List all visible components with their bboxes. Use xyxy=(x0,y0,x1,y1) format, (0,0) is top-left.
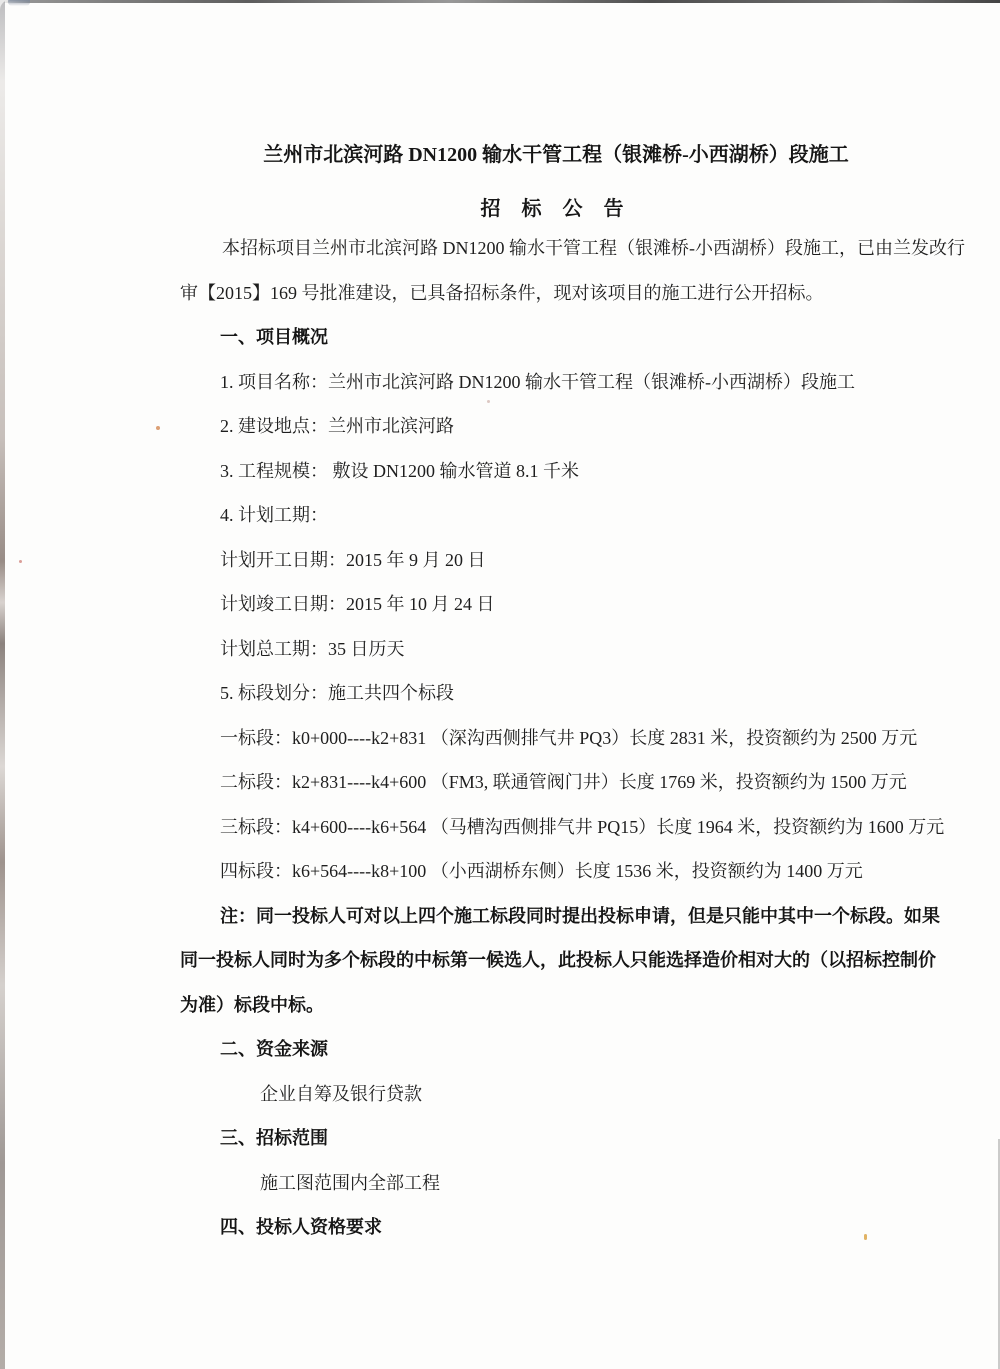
scan-left-edge xyxy=(0,0,5,1369)
tender-subtitle: 招 标 公 告 xyxy=(480,198,632,220)
bid-section-4: 四标段：k6+564----k8+100 （小西湖桥东侧）长度 1536 米，投资额约为 1400 万元 xyxy=(220,861,863,881)
scan-corner-artifact xyxy=(8,0,30,6)
section-4-heading: 四、投标人资格要求 xyxy=(220,1217,382,1237)
item-schedule: 4. 计划工期： xyxy=(220,505,328,525)
intro-paragraph-line-2: 审【2015】169 号批准建设，已具备招标条件，现对该项目的施工进行公开招标。 xyxy=(180,282,824,303)
section-1-heading: 一、项目概况 xyxy=(220,327,328,347)
bid-section-2: 二标段：k2+831----k4+600 （FM3, 联通管阀门井）长度 1769 米，投资额约为 1500 万元 xyxy=(220,772,907,792)
item-start-date: 计划开工日期：2015 年 9 月 20 日 xyxy=(220,549,486,570)
section-3-heading: 三、招标范围 xyxy=(220,1128,328,1148)
scan-top-edge xyxy=(0,0,1000,3)
funding-source: 企业自筹及银行贷款 xyxy=(260,1083,422,1104)
item-location: 2. 建设地点：兰州市北滨河路 xyxy=(220,416,454,436)
item-scale: 3. 工程规模： 敷设 DN1200 输水管道 8.1 千米 xyxy=(220,460,579,481)
tender-title: 兰州市北滨河路 DN1200 输水干管工程（银滩桥-小西湖桥）段施工 xyxy=(263,144,849,166)
item-finish-date: 计划竣工日期：2015 年 10 月 24 日 xyxy=(220,594,495,614)
note-line-1: 注：同一投标人可对以上四个施工标段同时提出投标申请，但是只能中其中一个标段。如果 xyxy=(220,905,940,926)
section-2-heading: 二、资金来源 xyxy=(220,1039,328,1059)
intro-paragraph-line-1: 本招标项目兰州市北滨河路 DN1200 输水干管工程（银滩桥-小西湖桥）段施工，已由兰发改行 xyxy=(222,238,965,258)
item-section-split: 5. 标段划分：施工共四个标段 xyxy=(220,683,454,703)
item-project-name: 1. 项目名称：兰州市北滨河路 DN1200 输水干管工程（银滩桥-小西湖桥）段施工 xyxy=(220,371,855,392)
note-line-3: 为准）标段中标。 xyxy=(180,994,324,1015)
bid-section-3: 三标段：k4+600----k6+564 （马槽沟西侧排气井 PQ15）长度 1964 米，投资额约为 1600 万元 xyxy=(220,816,945,837)
scan-speck xyxy=(156,426,160,430)
bid-section-1: 一标段：k0+000----k2+831 （深沟西侧排气井 PQ3）长度 2831 米，投资额约为 2500 万元 xyxy=(220,727,918,748)
document-body xyxy=(180,226,965,1250)
note-line-2: 同一投标人同时为多个标段的中标第一候选人，此投标人只能选择造价相对大的（以招标控制价 xyxy=(180,950,936,970)
item-total-duration: 计划总工期：35 日历天 xyxy=(220,638,405,659)
tender-scope: 施工图范围内全部工程 xyxy=(260,1172,440,1193)
scan-speck xyxy=(19,560,22,563)
